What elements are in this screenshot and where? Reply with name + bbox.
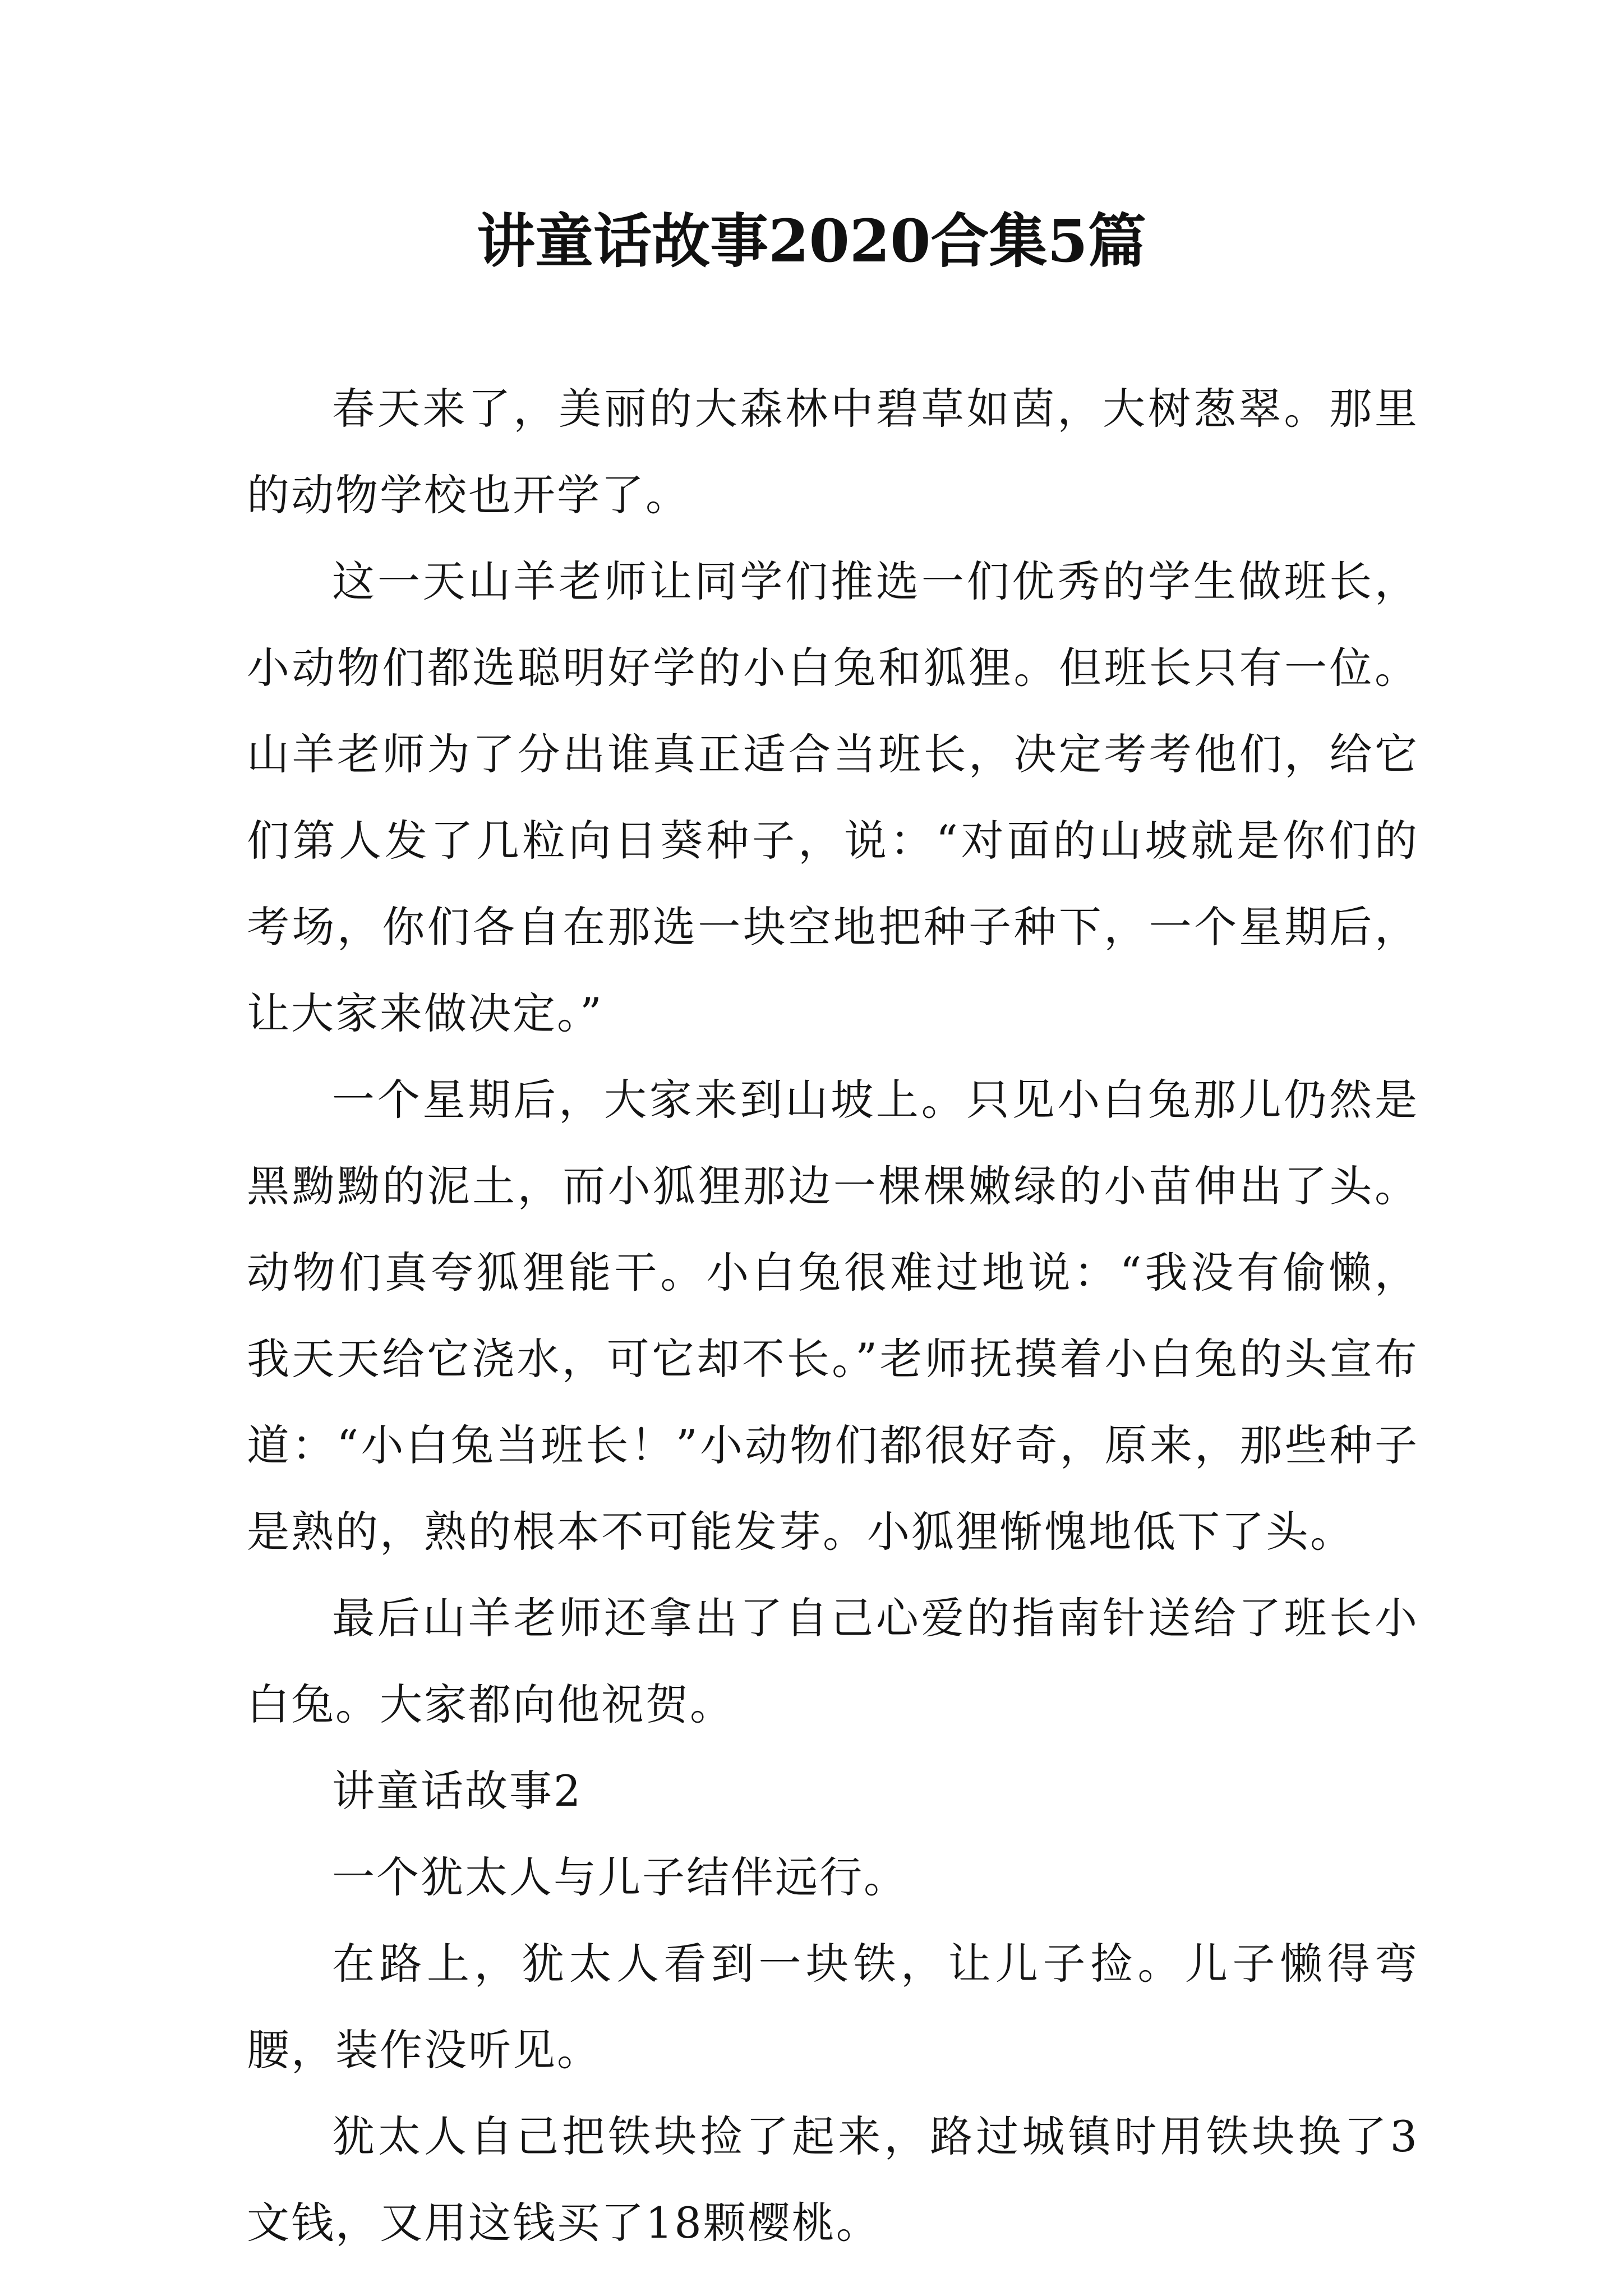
paragraph: 春天来了，美丽的大森林中碧草如茵，大树葱翠。那里的动物学校也开学了。 xyxy=(247,384,1419,520)
paragraph: 这一天山羊老师让同学们推选一们优秀的学生做班长，小动物们都选聪明好学的小白兔和狐狸。但班长只有一位。山羊老师为了分出谁真正适合当班长，决定考考他们，给它们第人发了几粒向日葵种子，说：“对面的山坡就是你们的考场，你们各自在那选一块空地把种子种下，一个星期后，让大家来做决定。” xyxy=(247,556,1419,1038)
paragraph: 一个星期后，大家来到山坡上。只见小白兔那儿仍然是黑黝黝的泥土，而小狐狸那边一棵棵嫩绿的小苗伸出了头。动物们真夸狐狸能干。小白兔很难过地说：“我没有偷懒，我天天给它浇水，可它却不长。”老师抚摸着小白兔的头宣布道：“小白兔当班长！”小动物们都很好奇，原来，那些种子是熟的，熟的根本不可能发芽。小狐狸惭愧地低下了头。 xyxy=(247,1075,1419,1557)
document-body xyxy=(247,366,1419,2266)
document-title: 讲童话故事2020合集5篇 xyxy=(477,206,1146,275)
paragraph: 在路上，犹太人看到一块铁，让儿子捡。儿子懒得弯腰，装作没听见。 xyxy=(247,1939,1419,2075)
paragraph: 最后山羊老师还拿出了自己心爱的指南针送给了班长小白兔。大家都向他祝贺。 xyxy=(247,1593,1419,1729)
paragraph: 犹太人自己把铁块捡了起来，路过城镇时用铁块换了3文钱，又用这钱买了18颗樱桃。 xyxy=(247,2111,1419,2248)
paragraph: 一个犹太人与儿子结伴远行。 xyxy=(332,1852,908,1902)
section-heading: 讲童话故事2 xyxy=(332,1766,583,1816)
